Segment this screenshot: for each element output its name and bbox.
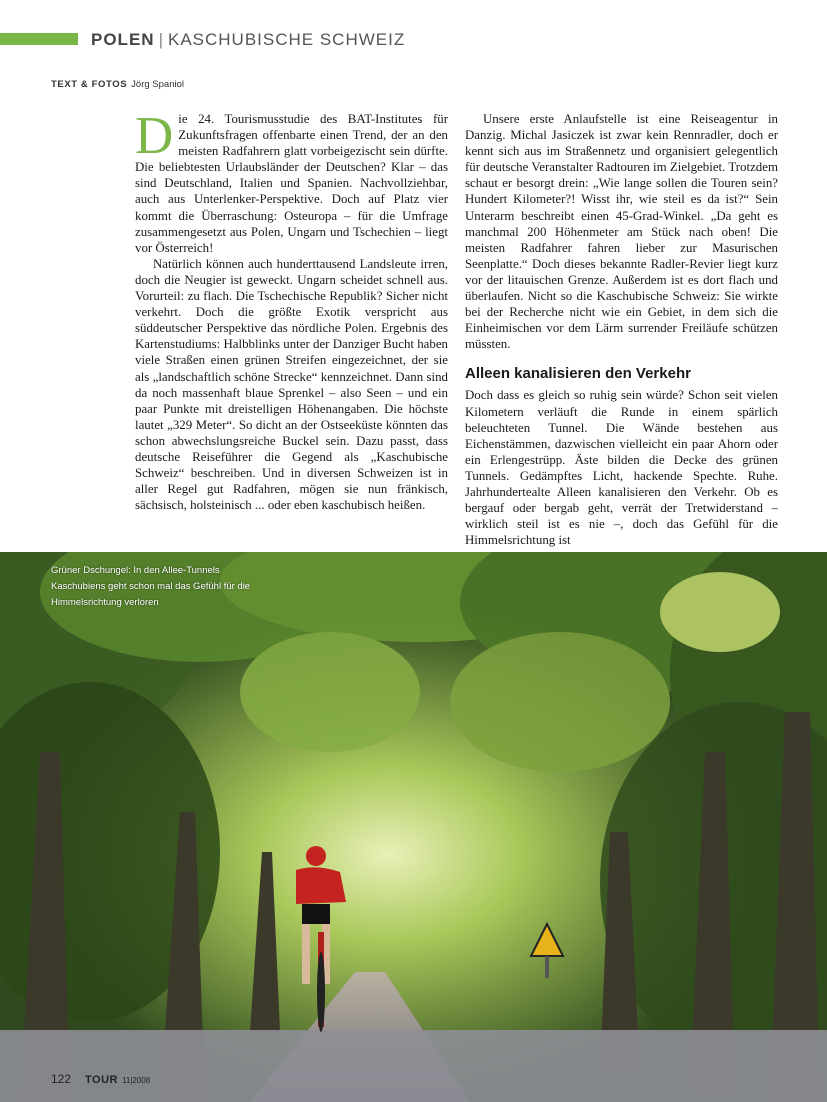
article-paragraph: Natürlich können auch hunderttausend Landsleute irren, doch die Neugier ist geweckt. Ungarn scheidet schnell aus. Vorurteil: zu flach. Die Tschechische Republik? Sicher nicht verkehrt. Doch die größte Exotik verspricht aus süddeutscher Perspektive das nördliche Polen. Ergebnis des Kartenstudiums: Halbblinks unter der Danziger Bucht haben viele Straßen einen grünen Streifen eingezeichnet, der sie als „landschaftlich schöne Strecke“ kennzeichnet. Dann sind da noch massenhaft blaue Sprenkel – also Seen – und ein paar Punkte mit dreistelligen Höhenangaben. Die höchste lautet „329 Meter“. So dicht an der Ostseeküste könnten das schon abwechslungsreiche Buckel sein. Dazu passt, dass deutsche Reiseführer die Gegend als „Kaschubische Schweiz“ beschreiben. Und in diversen Schweizen ist in aller Regel gut Radfahren, mögen sie nun fränkisch, sächsisch, holsteinisch ... oder eben kaschubisch heißen. (135, 256, 448, 513)
road-foreground (0, 1030, 827, 1102)
header-separator: | (158, 30, 164, 49)
magazine-name: TOUR (85, 1074, 118, 1086)
header-region: KASCHUBISCHE SCHWEIZ (167, 30, 406, 49)
article-paragraph: Unsere erste Anlaufstelle ist eine Reiseagentur in Danzig. Michal Jasiczek ist zwar kein Rennradler, doch er kennt sich aus im Straßennetz und organisiert gelegentlich für deutsche Veranstalter Radtouren im Zielgebiet. Trotzdem schaut er besorgt drein: „Wie lange sollen die Touren sein? Hundert Kilometer?! Wisst ihr, wie steil es da ist?“ Sein Unterarm beschreibt einen 45-Grad-Winkel. „Da geht es manchmal 200 Höhenmeter am Stück nach oben! Die meisten Radfahrer fahren lieber zur Masurischen Seenplatte.“ Doch dieses bekannte Radler-Revier liegt kurz vor der litauischen Grenze. Außerdem ist es dort flach und überlaufen. Nicht so die Kaschubische Schweiz: Sie wirkte bei der Recherche nicht wie ein Gebiet, in dem sich die Einheimischen vor dem Lärm surrender Freiläufe schützen müssten. (465, 112, 778, 352)
issue-number: 11|2008 (122, 1076, 151, 1085)
tree-tunnel-photo (0, 552, 827, 1102)
article-paragraph (135, 107, 448, 256)
drop-cap: D (135, 107, 174, 165)
paragraph-text: ie 24. Tourismusstudie des BAT-Institutes für Zukunftsfragen offenbarte einen Trend, der an den meisten Radfahrern glatt vorbeigezischt sein dürfte. Die beliebtesten Urlaubsländer der Deutschen? Klar – das sind Deutschland, Italien und Spanien. Nachvollziehbar, auch aus Unterlenker-Perspektive. Doch auf Platz vier kommt die Überraschung: Osteuropa – für die Umfrage zusammengesetzt aus Polen, Ungarn und Tschechien – liegt vor Österreich! (135, 112, 448, 255)
photo-caption: Grüner Dschungel: In den Allee-Tunnels Kaschubiens geht schon mal das Gefühl für die Himmelsrichtung verloren (51, 565, 251, 608)
page-number: 122 (51, 1072, 72, 1086)
article-subheading: Alleen kanalisieren den Verkehr (465, 365, 691, 383)
article-column-left (135, 107, 448, 513)
photo-illustration (0, 552, 827, 1102)
page-footer (51, 1070, 150, 1088)
header-country: POLEN (91, 30, 155, 49)
credit-label: TEXT & FOTOS (51, 79, 128, 90)
header-accent-bar (0, 33, 78, 45)
article-paragraph: Doch dass es gleich so ruhig sein würde? Schon seit vielen Kilometern verläuft die Runde in einem spärlich beleuchteten Tunnel. Die Wände bestehen aus Eichenstämmen, dazwischen vielleicht ein paar Ahorn oder ein Erlengestrüpp. Äste bilden die Decke des grünen Tunnels. Gedämpftes Licht, hackende Spechte. Ruhe. Jahrhundertealte Alleen kanalisieren den Verkehr. Ob es bergauf oder bergab geht, verrät der Tretwiderstand – wirklich steil ist es nie –, doch das Gefühl für die Himmelsrichtung ist (465, 388, 778, 548)
article-column-right (465, 111, 778, 548)
section-header (91, 30, 405, 50)
credit-author: Jörg Spaniol (131, 79, 184, 90)
author-credit (51, 79, 184, 90)
